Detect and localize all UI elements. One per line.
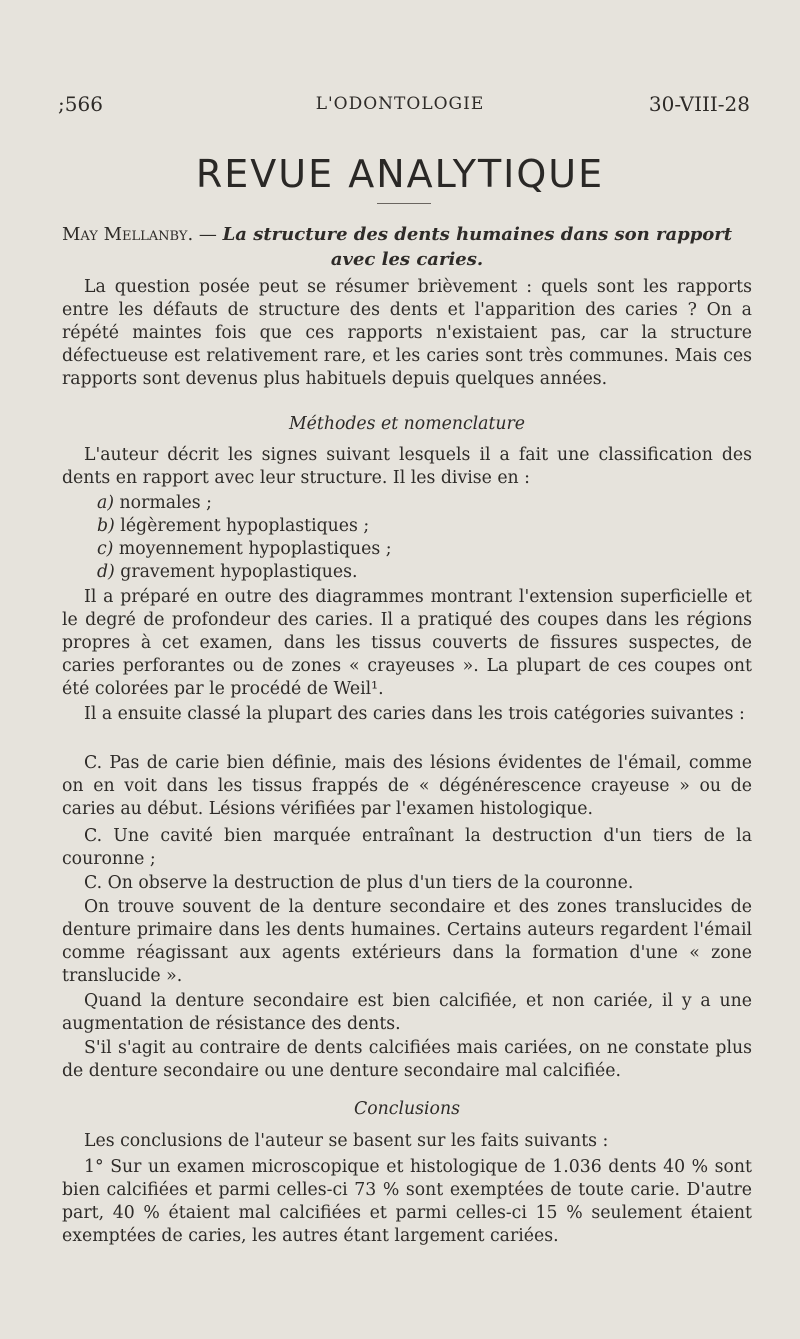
- list-letter: a): [97, 493, 115, 513]
- list-item: [97, 492, 697, 515]
- heading-dash: —: [193, 224, 223, 245]
- conclusions-heading: Conclusions: [354, 1099, 460, 1119]
- category-3-paragraph: C. On observe la destruction de plus d'un tiers de la couronne.: [84, 873, 634, 893]
- list-text: moyennement hypoplastiques ;: [113, 539, 392, 559]
- journal-name: L'ODONTOLOGIE: [315, 94, 485, 114]
- category-2-paragraph: C. Une cavité bien marquée entraînant la destruction d'un tiers de la couronne ;: [62, 826, 752, 869]
- section-title: REVUE ANALYTIQUE: [195, 152, 605, 196]
- article-heading: [62, 222, 752, 272]
- list-letter: b): [97, 516, 115, 536]
- article-title-line2: avec les caries.: [330, 249, 484, 270]
- methods-paragraph-9: S'il s'agit au contraire de dents calcifiées mais cariées, on ne constate plus de denture secondaire ou une denture secondaire mal calcifiée.: [62, 1038, 752, 1081]
- running-header: [0, 92, 800, 122]
- classification-list: [97, 492, 697, 584]
- intro-paragraph: La question posée peut se résumer brièvement : quels sont les rapports entre les défauts de structure des dents et l'apparition des caries ? On a répété maintes fois que ces rapports n'existaient pas, car la structure défectueuse est relativement rare, et les caries sont très communes. Mais ces rapports sont devenus plus habituels depuis quelques années.: [62, 277, 752, 389]
- conclusions-paragraph-2: 1° Sur un examen microscopique et histologique de 1.036 dents 40 % sont bien calcifiées et parmi celles-ci 73 % sont exemptées de toute carie. D'autre part, 40 % étaient mal calcifiées et parmi celles-ci 15 % seulement étaient exemptées de caries, les autres étant largement cariées.: [62, 1157, 752, 1246]
- category-1-paragraph: C. Pas de carie bien définie, mais des lésions évidentes de l'émail, comme on en voit dans les tissus frappés de « dégénérescence crayeuse » ou de caries au début. Lésions vérifiées par l'examen histologique.: [62, 753, 752, 819]
- methods-paragraph-7: On trouve souvent de la denture secondaire et des zones translucides de denture primaire dans les dents humaines. Certains auteurs regardent l'émail comme réagissant aux agents extérieurs dans la formation d'une « zone translucide ».: [62, 897, 752, 986]
- page-number: ;566: [58, 92, 103, 116]
- article-title-line1: La structure des dents humaines dans son rapport: [222, 224, 733, 245]
- list-item: [97, 515, 697, 538]
- list-item: [97, 561, 697, 584]
- list-text: gravement hypoplastiques.: [114, 562, 358, 582]
- list-item: [97, 538, 697, 561]
- list-letter: c): [97, 539, 114, 559]
- methods-paragraph-2: Il a préparé en outre des diagrammes montrant l'extension superficielle et le degré de profondeur des caries. Il a pratiqué des coupes dans les régions propres à cet examen, dans les tissus couverts de fissures suspectes, de caries perforantes ou de zones « crayeuses ». La plupart de ces coupes ont été colorées par le procédé de Weil¹.: [62, 587, 752, 699]
- list-text: normales ;: [114, 493, 212, 513]
- article-author: May Mellanby.: [62, 224, 194, 245]
- methods-paragraph-1: L'auteur décrit les signes suivant lesquels il a fait une classification des dents en rapport avec leur structure. Il les divise en :: [62, 445, 752, 488]
- conclusions-paragraph-1: Les conclusions de l'auteur se basent sur les faits suivants :: [84, 1131, 609, 1151]
- methods-paragraph-8: Quand la denture secondaire est bien calcifiée, et non cariée, il y a une augmentation de résistance des dents.: [62, 991, 752, 1034]
- issue-date: 30-VIII-28: [648, 92, 750, 116]
- title-divider: [377, 203, 431, 204]
- methods-paragraph-3: Il a ensuite classé la plupart des caries dans les trois catégories suivantes :: [84, 704, 745, 724]
- list-letter: d): [97, 562, 115, 582]
- methods-heading: Méthodes et nomenclature: [288, 414, 526, 434]
- list-text: légèrement hypoplastiques ;: [114, 516, 370, 536]
